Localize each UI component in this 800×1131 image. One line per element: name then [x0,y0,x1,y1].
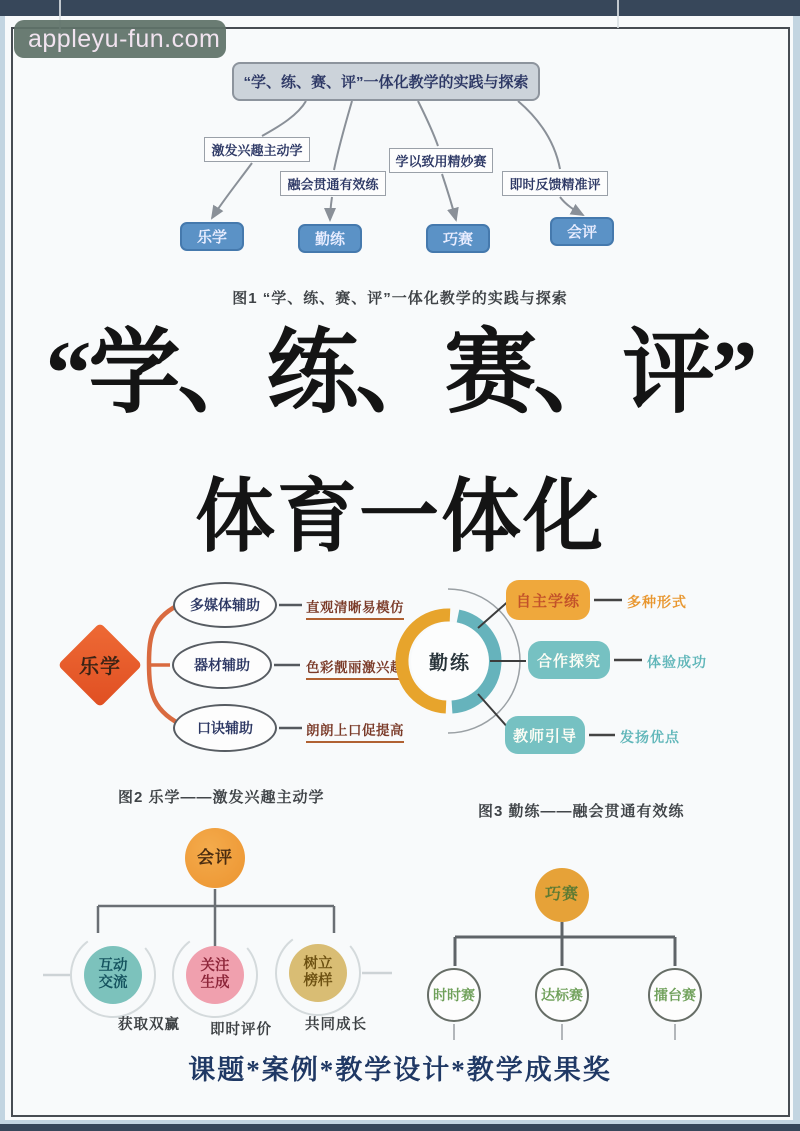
fig3-caption-text: 图3 勤练——融会贯通有效练 [478,803,685,820]
fig1-node-qiaosai-text: 巧赛 [442,231,473,248]
fig1-root-label: “学、练、赛、评”一体化教学的实践与探索 [243,74,529,91]
fig3-node-1-text: 自主学练 [515,592,580,610]
fig2-caption-text: 图2 乐学——激发兴趣主动学 [118,789,325,806]
fig4-circle-1-line2: 交流 [98,975,128,991]
fig5-circle-3-text: 擂台赛 [654,986,696,1003]
fig4-caption-1-text: 获取双赢 [118,1017,180,1033]
fig2-desc-2-text: 色彩靓丽激兴趣 [306,660,404,675]
fig1-branch-label-1-text: 激发兴趣主动学 [211,143,303,158]
fig1-node-qinlian-text: 勤练 [314,231,345,248]
fig5-circle-3 [648,968,702,1022]
fig2-center-text: 乐学 [79,656,121,678]
fig4-circle-2-line1: 关注 [200,958,230,975]
fig1-caption-text: 图1 “学、练、赛、评”一体化教学的实践与探索 [232,290,568,307]
fig4-center-text: 会评 [197,848,233,868]
main-title-line1-text: “学、练、赛、评” [45,322,755,424]
fig3-center-text: 勤练 [428,653,471,674]
fig4-circle-3-line1: 树立 [303,956,333,973]
fig2-node-3-text: 口诀辅助 [197,720,253,736]
fig3-desc-3-text: 发扬优点 [620,729,680,745]
fig5-circle-2-text: 达标赛 [541,986,583,1003]
footer-line [0,1048,800,1087]
main-title-line2-text: 体育一体化 [195,474,605,562]
footer-text: 课题*案例*教学设计*教学成果奖 [188,1055,612,1085]
fig3-desc-2-text: 体验成功 [647,654,707,670]
fig5-center-circle [535,868,589,922]
fig3-node-3-text: 教师引导 [512,727,577,745]
fig4-circle-2-line2: 生成 [200,975,230,991]
fig3-node-2-text: 合作探究 [536,652,601,670]
fig3-desc-1-text: 多种形式 [627,594,687,610]
fig1-branch-label-4-text: 即时反馈精准评 [509,177,601,192]
fig1-branch-label-3-text: 学以致用精妙赛 [395,154,487,169]
fig2-desc-3-text: 朗朗上口促提高 [306,723,404,738]
fig4-circle-3-line2: 榜样 [303,973,333,989]
fig4-circle-1-line1: 互动 [98,958,128,975]
fig4-caption-2-text: 即时评价 [210,1022,272,1038]
fig4-caption-3-text: 共同成长 [305,1017,367,1033]
watermark-text: appleyu-fun.com [28,24,221,53]
fig2-desc-1-text: 直观清晰易模仿 [306,600,404,615]
fig2-node-2-text: 器材辅助 [194,657,250,673]
fig1-node-lexue-text: 乐学 [196,229,227,246]
fig2-node-1-text: 多媒体辅助 [190,597,260,613]
fig5-circle-1 [427,968,481,1022]
fig5-circle-2 [535,968,589,1022]
fig5-circle-1-text: 时时赛 [433,986,475,1003]
fig1-node-huiping-text: 会评 [566,224,597,241]
fig1-branch-label-2-text: 融会贯通有效练 [287,177,379,192]
fig5-center-text: 巧赛 [544,885,579,903]
